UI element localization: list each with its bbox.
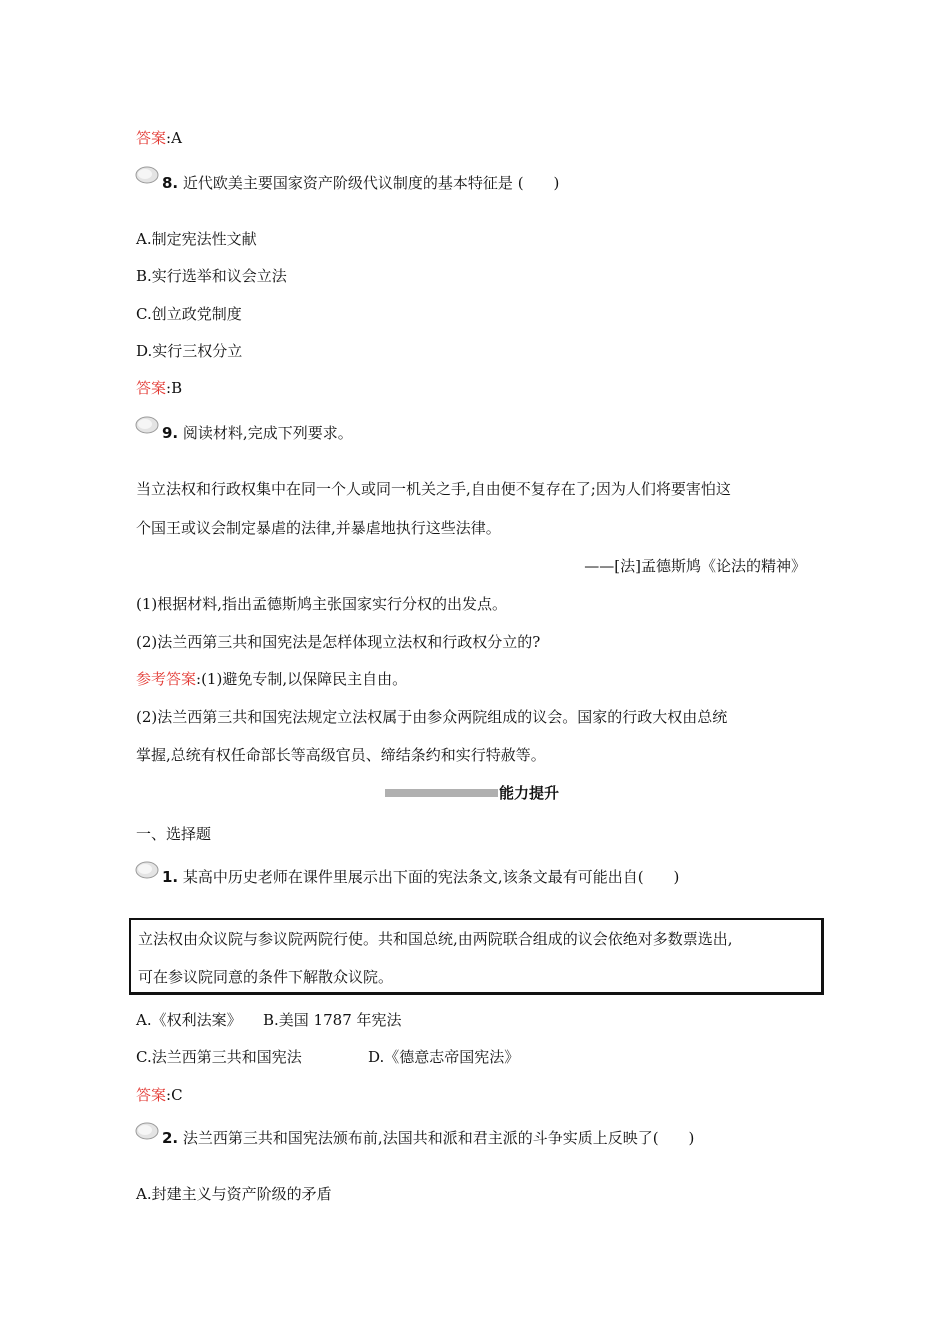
p1-option-c: C.法兰西第三共和国宪法	[136, 1048, 302, 1066]
question-number: 8.	[162, 174, 179, 192]
question-text: 阅读材料,完成下列要求。	[182, 424, 353, 442]
p1-option-a: A.《权利法案》	[136, 1011, 242, 1029]
q8-option-c: C.创立政党制度	[136, 305, 242, 323]
q9-sub2: (2)法兰西第三共和国宪法是怎样体现立法权和行政权分立的?	[136, 633, 541, 651]
q9-ref-answer2-line2: 掌握,总统有权任命部长等高级官员、缔结条约和实行特赦等。	[136, 746, 546, 764]
ref-answer-1: :(1)避免专制,以保障民主自由。	[196, 670, 408, 688]
section-divider-bar	[385, 789, 498, 797]
p1-answer	[136, 1085, 183, 1105]
question-number: 9.	[162, 424, 179, 442]
question-number: 1.	[162, 868, 179, 886]
q8-answer	[136, 378, 182, 398]
q8-option-b: B.实行选举和议会立法	[136, 267, 287, 285]
q8-stem	[162, 173, 559, 193]
question-text: 某高中历史老师在课件里展示出下面的宪法条文,该条文最有可能出自( )	[182, 868, 680, 886]
question-marker-icon	[134, 860, 160, 880]
p1-option-b: B.美国 1787 年宪法	[263, 1011, 402, 1029]
question-number: 2.	[162, 1129, 179, 1147]
excerpt-line1: 立法权由众议院与参议院两院行使。共和国总统,由两院联合组成的议会依绝对多数票选出,	[138, 930, 733, 948]
q9-ref-answer2-line1: (2)法兰西第三共和国宪法规定立法权属于由参众两院组成的议会。国家的行政大权由总统	[136, 708, 728, 726]
answer-value: :C	[166, 1086, 183, 1104]
question-text: 法兰西第三共和国宪法颁布前,法国共和派和君主派的斗争实质上反映了( )	[182, 1129, 695, 1147]
section-title: 能力提升	[499, 784, 560, 802]
section-part-heading: 一、选择题	[136, 825, 212, 843]
excerpt-line2: 可在参议院同意的条件下解散众议院。	[138, 968, 394, 986]
question-marker-icon	[134, 165, 160, 185]
question-marker-icon	[134, 415, 160, 435]
p1-stem	[162, 867, 679, 887]
answer-label: 答案	[136, 1086, 167, 1104]
p2-option-a: A.封建主义与资产阶级的矛盾	[136, 1185, 332, 1203]
ref-answer-label: 参考答案	[136, 670, 197, 688]
answer-label: 答案	[136, 129, 167, 147]
q9-sub1: (1)根据材料,指出孟德斯鸠主张国家实行分权的出发点。	[136, 595, 508, 613]
answer-value: :B	[166, 379, 183, 397]
q9-ref-answer	[136, 669, 407, 689]
q8-option-d: D.实行三权分立	[136, 342, 243, 360]
q7-answer	[136, 128, 182, 148]
p1-option-d: D.《德意志帝国宪法》	[368, 1048, 520, 1066]
q9-stem	[162, 423, 353, 443]
q8-option-a: A.制定宪法性文献	[136, 230, 257, 248]
q9-source: ——[法]孟德斯鸠《论法的精神》	[584, 557, 806, 575]
answer-label: 答案	[136, 379, 167, 397]
question-text: 近代欧美主要国家资产阶级代议制度的基本特征是 ( )	[182, 174, 560, 192]
q9-material-line1: 当立法权和行政权集中在同一个人或同一机关之手,自由便不复存在了;因为人们将要害怕这	[136, 480, 731, 498]
q9-material-line2: 个国王或议会制定暴虐的法律,并暴虐地执行这些法律。	[136, 519, 501, 537]
p2-stem	[162, 1128, 694, 1148]
constitution-excerpt-box	[129, 918, 824, 995]
answer-value: :A	[166, 129, 182, 147]
question-marker-icon	[134, 1121, 160, 1141]
